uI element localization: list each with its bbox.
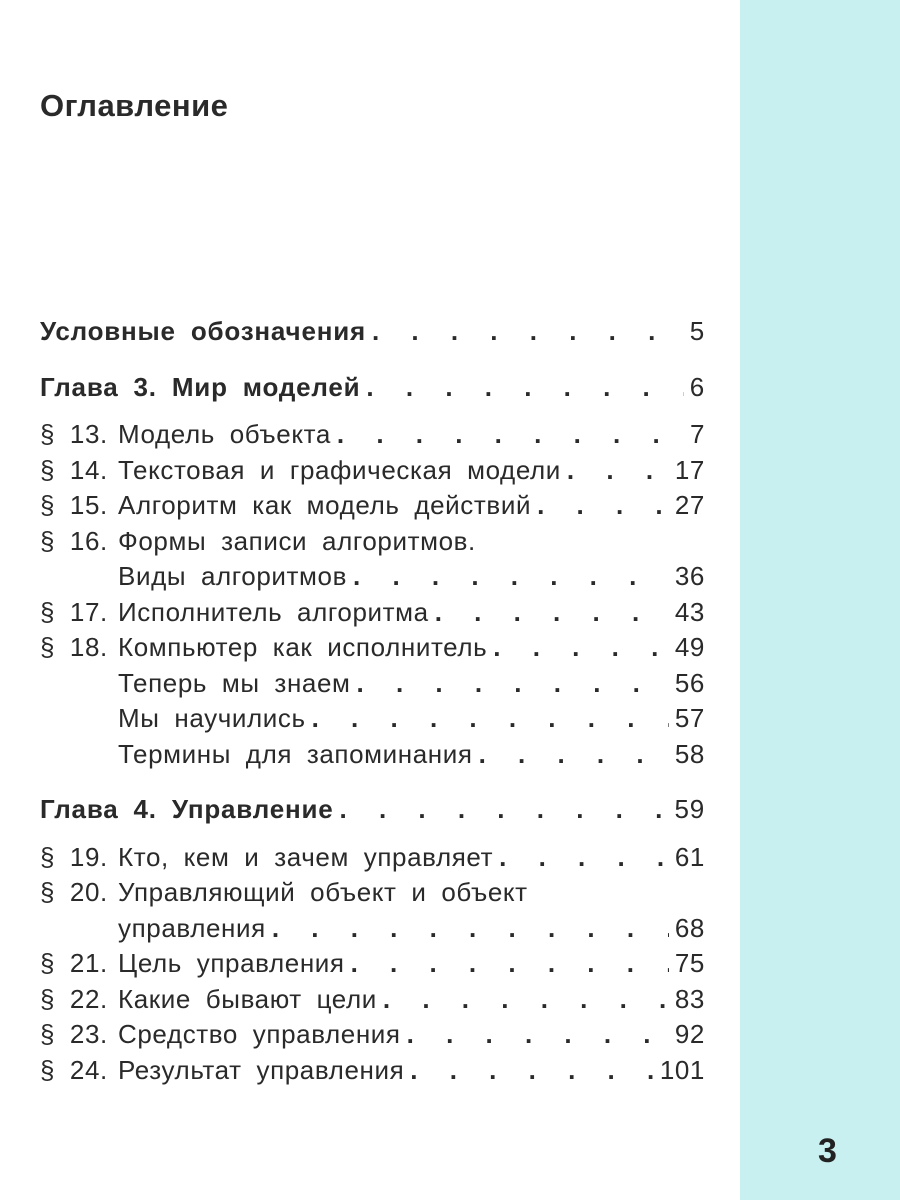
toc-section-23[interactable] xyxy=(40,1019,705,1055)
section-page: 92 xyxy=(674,1019,705,1049)
toc-section-24[interactable] xyxy=(40,1055,705,1091)
section-number: § 19. xyxy=(40,841,108,872)
section-page: 75 xyxy=(674,948,705,978)
toc-section-22[interactable] xyxy=(40,984,705,1020)
toc-section-16-continued[interactable] xyxy=(40,561,705,597)
toc-entry-label: Условные обозначения xyxy=(40,316,366,346)
section-page: 61 xyxy=(674,841,705,872)
side-color-strip xyxy=(740,0,900,1200)
page-number: 3 xyxy=(818,1132,837,1170)
toc-chapter-label: Глава 3. Мир моделей xyxy=(40,371,361,402)
section-label: Компьютер как исполнитель xyxy=(118,632,488,662)
dot-leader xyxy=(353,561,669,592)
section-label: Какие бывают цели xyxy=(118,983,377,1014)
section-page: 36 xyxy=(674,561,705,591)
section-page: 101 xyxy=(659,1054,705,1085)
section-number: § 14. xyxy=(40,454,108,485)
section-number: § 17. xyxy=(40,596,108,627)
toc-section-15[interactable] xyxy=(40,490,705,526)
section-label: Формы записи алгоритмов. xyxy=(118,525,476,556)
toc-section-21[interactable] xyxy=(40,948,705,984)
section-label: Средство управления xyxy=(118,1019,401,1049)
dot-leader xyxy=(272,913,669,944)
summary-label: Теперь мы знаем xyxy=(118,667,351,698)
section-number: § 20. xyxy=(40,877,108,907)
dot-leader xyxy=(537,490,669,521)
section-number: § 23. xyxy=(40,1019,108,1049)
toc-entry-conventions[interactable] xyxy=(40,316,705,352)
section-page: 83 xyxy=(674,983,705,1014)
section-page: 68 xyxy=(674,912,705,943)
dot-leader xyxy=(357,668,669,699)
section-number: § 22. xyxy=(40,983,108,1014)
dot-leader xyxy=(351,948,669,979)
section-number: § 13. xyxy=(40,419,108,449)
toc-summary-know[interactable] xyxy=(40,668,705,704)
toc-chapter-3[interactable] xyxy=(40,372,705,408)
toc-section-16[interactable] xyxy=(40,526,705,562)
dot-leader xyxy=(337,419,684,450)
section-number: § 16. xyxy=(40,525,108,556)
dot-leader xyxy=(312,703,669,734)
summary-label: Термины для запоминания xyxy=(118,738,473,769)
toc-chapter-page: 6 xyxy=(689,371,705,402)
section-label: Исполнитель алгоритма xyxy=(118,596,429,627)
dot-leader xyxy=(372,316,684,347)
dot-leader xyxy=(499,842,669,873)
toc-section-13[interactable] xyxy=(40,419,705,455)
toc-section-20[interactable] xyxy=(40,877,705,913)
section-label-continued: Виды алгоритмов xyxy=(118,561,347,591)
dot-leader xyxy=(366,372,683,403)
section-page: 17 xyxy=(674,454,705,485)
page-title: Оглавление xyxy=(40,88,229,123)
dot-leader xyxy=(410,1055,654,1086)
dot-leader xyxy=(567,455,669,486)
section-number: § 24. xyxy=(40,1054,108,1085)
section-number: § 21. xyxy=(40,948,108,978)
section-number: § 15. xyxy=(40,490,108,520)
toc-summary-terms[interactable] xyxy=(40,739,705,775)
section-label: Цель управления xyxy=(118,948,345,978)
section-page: 43 xyxy=(674,596,705,627)
section-label: Модель объекта xyxy=(118,419,331,449)
toc-section-19[interactable] xyxy=(40,842,705,878)
section-page: 49 xyxy=(674,632,705,662)
toc-summary-learned[interactable] xyxy=(40,703,705,739)
toc-chapter-page: 59 xyxy=(674,794,705,824)
toc-section-18[interactable] xyxy=(40,632,705,668)
dot-leader xyxy=(479,739,669,770)
dot-leader xyxy=(493,632,669,663)
dot-leader xyxy=(340,794,669,825)
section-label: Кто, кем и зачем управляет xyxy=(118,841,494,872)
section-label: Алгоритм как модель действий xyxy=(118,490,532,520)
dot-leader xyxy=(435,597,669,628)
section-label: Текстовая и графическая модели xyxy=(118,454,561,485)
section-page: 7 xyxy=(689,419,705,449)
section-label: Результат управления xyxy=(118,1054,405,1085)
toc-chapter-4[interactable] xyxy=(40,794,705,830)
toc-entry-page: 5 xyxy=(689,316,705,346)
summary-page: 56 xyxy=(674,667,705,698)
summary-page: 57 xyxy=(674,703,705,733)
section-number: § 18. xyxy=(40,632,108,662)
toc-section-17[interactable] xyxy=(40,597,705,633)
toc-section-20-continued[interactable] xyxy=(40,913,705,949)
dot-leader xyxy=(407,1019,669,1050)
summary-page: 58 xyxy=(674,738,705,769)
section-label-continued: управления xyxy=(118,912,266,943)
dot-leader xyxy=(383,984,669,1015)
toc-chapter-label: Глава 4. Управление xyxy=(40,794,334,824)
toc-section-14[interactable] xyxy=(40,455,705,491)
summary-label: Мы научились xyxy=(118,703,306,733)
table-of-contents xyxy=(40,316,705,1090)
section-page: 27 xyxy=(674,490,705,520)
section-label: Управляющий объект и объект xyxy=(118,877,528,907)
